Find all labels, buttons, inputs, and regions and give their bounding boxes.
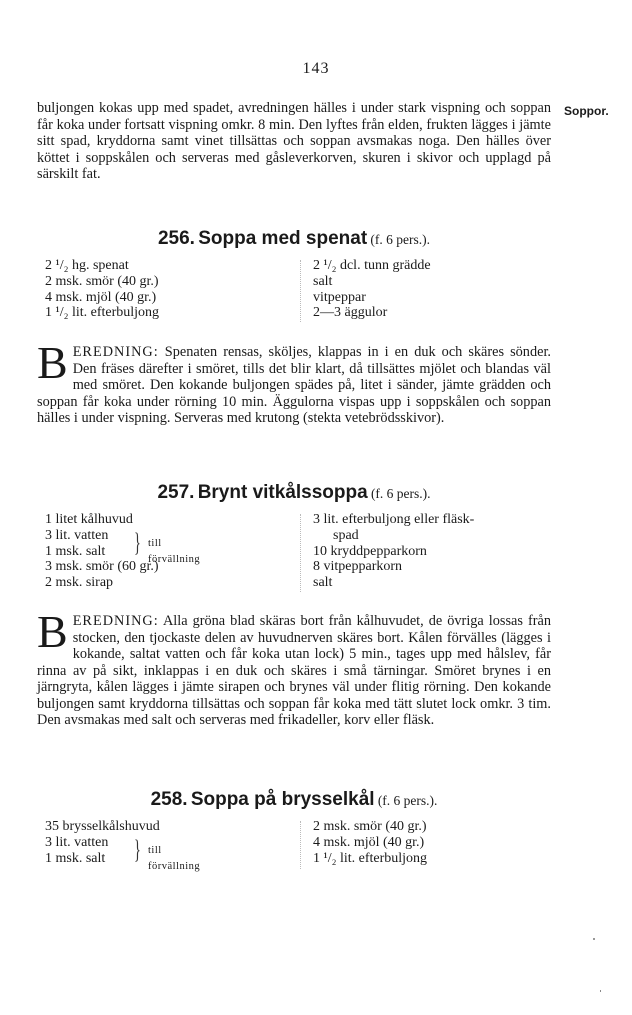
ingredient: 8 vitpepparkorn [313, 559, 403, 575]
drop-cap: B [37, 606, 68, 657]
recipe-number: 256. [157, 228, 195, 249]
ingredient: 3 lit. vatten [45, 527, 109, 543]
paper-speck [600, 990, 601, 992]
ingredients-right [313, 258, 431, 321]
brace-group [45, 527, 201, 565]
preparation-text [37, 606, 551, 729]
ingredient: 3 msk. smör (60 gr.) [45, 559, 159, 575]
brace-note: till förvällning [148, 537, 201, 565]
drop-cap: B [37, 337, 68, 388]
ingredient: 4 msk. mjöl (40 gr.) [313, 834, 425, 850]
column-divider [300, 260, 301, 322]
ingredient: 10 kryddpepparkorn [313, 543, 427, 559]
margin-note: Soppor. [564, 104, 609, 118]
intro-text: buljongen kokas upp med spadet, avredningen hälles i under stark vispning och soppan får koka under fortsatt vispning omkr. 8 min. Den lyftes från elden, frukten lägges i jämte sitt spad, kryddorna samt vinet tillsättas och soppan avsmakas noga. Den hälles över köttet i soppskålen och serveras med gåsleverkorven, skuren i skivor och upplagd på särskilt fat. [37, 100, 551, 182]
page-number: 143 [302, 60, 330, 77]
ingredient: 2 msk. smör (40 gr.) [45, 273, 159, 289]
ingredients-left [45, 258, 159, 321]
ingredients-right [313, 512, 474, 591]
recipe-number: 257. [157, 482, 195, 503]
ingredients-258 [45, 819, 555, 871]
brace-icon: } [134, 527, 141, 557]
recipe-title-256 [37, 228, 551, 250]
preparation-257 [37, 606, 551, 729]
recipe-name: Soppa på brysselkål [190, 789, 375, 810]
ingredient: 1 msk. salt [45, 543, 106, 559]
preparation-label: EREDNING: [72, 344, 159, 360]
preparation-256 [37, 337, 551, 427]
recipe-name: Brynt vitkålssoppa [197, 482, 368, 503]
paper-speck [593, 938, 595, 940]
ingredients-left [45, 819, 201, 872]
ingredient: 4 msk. mjöl (40 gr.) [45, 289, 157, 305]
column-divider [300, 821, 301, 869]
ingredient: salt [313, 575, 333, 591]
ingredient: 1 msk. salt [45, 850, 106, 866]
preparation-label: EREDNING: [72, 613, 159, 629]
ingredient: 3 lit. efterbuljong eller fläsk- [313, 512, 475, 527]
recipe-serves: (f. 6 pers.). [370, 232, 430, 247]
brace-group [45, 834, 201, 872]
ingredient: 1 litet kålhuvud [45, 512, 133, 527]
ingredient: 1 ¹/₂ lit. efterbuljong [313, 850, 428, 866]
recipe-name: Soppa med spenat [198, 228, 368, 249]
preparation-text [37, 337, 551, 427]
recipe-number: 258. [150, 789, 188, 810]
recipe-title-258 [37, 789, 551, 811]
ingredient: 2 msk. smör (40 gr.) [313, 819, 427, 834]
ingredient: 3 lit. vatten [45, 834, 109, 850]
ingredients-right [313, 819, 427, 866]
preparation-body: Spenaten rensas, sköljes, klappas in i en duk och skäres sönder. Den fräses därefter i smöret, tills det blir klart, då tillsättes mjölet och blandas väl med smöret. Den kokande buljongen spädes på, litet i sänder, jämte grädden och soppan får koka under rörning 10 min. Äggulorna vispas upp i soppskålen och soppan hälles i under vispning. Serveras med krutong (stekta vetebrödsskivor). [37, 344, 551, 426]
preparation-body: Alla gröna blad skäras bort från kålhuvudet, de övriga lossas från stocken, den tjockaste delen av huvudnerven skäres bort. Kålen förvälles (lägges i kokande, saltat vatten och får koka utan lock) 5 min., tages upp med hålslev, får rinna av på sikt, inklappas i en duk och skäres i små tärningar. Smöret brynes i en järngryta, kålen lägges i jämte sirapen och brynes väl under flitig rörning. Den kokande buljongen samt kryddorna tillsättas och soppan får koka med tätt slutet lock omkr. 3 tim. Den avsmakas med salt och serveras med frikadeller, korv eller fläsk. [37, 613, 551, 728]
recipe-serves: (f. 6 pers.). [377, 793, 438, 808]
ingredient: 2 ¹/₂ dcl. tunn grädde [313, 258, 431, 273]
ingredient: 2—3 äggulor [313, 305, 388, 321]
ingredients-256 [45, 258, 555, 326]
ingredient: 2 msk. sirap [45, 575, 114, 591]
ingredient: vitpeppar [313, 289, 366, 305]
ingredient: 35 brysselkålshuvud [45, 819, 160, 834]
ingredients-left [45, 512, 201, 591]
recipe-title-257 [37, 482, 551, 504]
brace-note: till förvällning [148, 844, 201, 872]
brace-icon: } [134, 834, 141, 864]
ingredient: salt [313, 273, 333, 289]
ingredient: 2 ¹/₂ hg. spenat [45, 258, 129, 273]
recipe-serves: (f. 6 pers.). [370, 486, 431, 501]
ingredients-257 [45, 512, 555, 596]
ingredient: 1 ¹/₂ lit. efterbuljong [45, 305, 160, 321]
column-divider [300, 514, 301, 592]
ingredient: spad [333, 527, 359, 543]
intro-paragraph [37, 100, 551, 183]
